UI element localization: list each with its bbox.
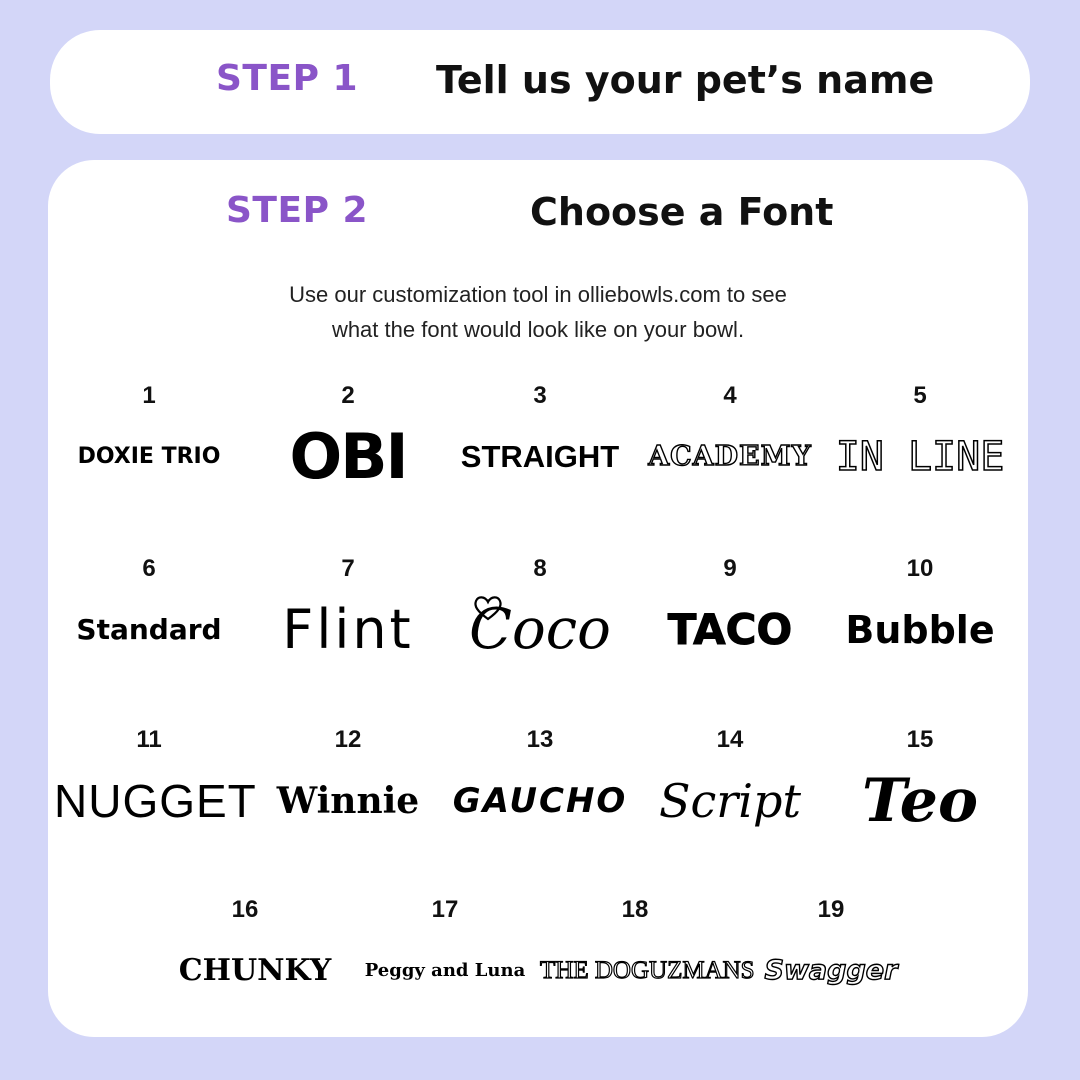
font-number: 15 [906,726,934,753]
intro-text-line1: Use our customization tool in olliebowls.com to see [289,282,787,307]
font-number: 10 [906,555,934,582]
font-sample-gaucho: GAUCHO [452,781,628,821]
step1-label: STEP 1 [216,58,359,99]
font-sample-coco: Coco [469,597,611,662]
font-option-2 [253,382,443,502]
font-number: 1 [142,382,156,409]
font-number: 11 [136,726,162,753]
font-option-19 [736,896,926,1016]
font-number: 13 [526,726,554,753]
font-number: 7 [341,555,355,582]
intro-text-line2: what the font would look like on your bowl. [331,317,745,342]
font-sample-doxie-trio: DOXIE TRIO [77,444,221,469]
font-sample-bubble: Bubble [845,608,995,652]
font-number: 8 [533,555,547,582]
font-option-7 [253,555,443,675]
font-option-18 [540,896,755,1016]
font-sample-obi: OBI [289,420,407,493]
font-option-10 [825,555,1015,675]
font-number: 4 [723,382,737,409]
step2-title: Choose a Font [530,190,834,234]
font-option-17 [350,896,540,1016]
font-sample-the-doguzmans: THE DOGUZMANS [540,957,755,984]
font-number: 12 [334,726,362,753]
font-option-9 [635,555,825,675]
font-number: 14 [716,726,744,753]
font-sample-swagger: Swagger [764,955,898,986]
font-option-3 [445,382,635,502]
font-number: 3 [533,382,547,409]
font-option-12 [253,726,443,846]
font-number: 16 [231,896,259,923]
font-number: 19 [817,896,845,923]
step1-title: Tell us your pet’s name [436,58,935,102]
font-sample-script: Script [659,774,801,828]
font-number: 2 [341,382,355,409]
font-number: 18 [621,896,649,923]
font-sample-peggy-and-luna: Peggy and Luna [364,960,526,981]
font-sample-academy: ACADEMY [648,441,812,472]
font-option-16 [160,896,350,1016]
font-sample-in-line: IN LINE [835,434,1005,480]
font-number: 6 [142,555,156,582]
font-option-8 [445,555,635,675]
font-sample-flint: Flint [282,598,414,661]
font-option-5 [825,382,1015,502]
font-option-15 [825,726,1015,846]
font-sample-taco: TACO [667,605,793,654]
font-sample-straight: STRAIGHT [460,439,620,474]
step1-card [50,30,1030,134]
font-sample-chunky: CHUNKY [178,953,332,988]
step2-card [48,160,1028,1037]
font-option-11 [54,726,257,846]
font-sample-nugget: NUGGET [54,775,257,827]
font-number: 5 [913,382,927,409]
font-sample-winnie: Winnie [276,780,420,822]
font-option-4 [635,382,825,502]
step2-label: STEP 2 [226,190,369,231]
font-sample-standard: Standard [76,613,222,646]
font-sample-teo: Teo [862,766,978,836]
font-option-14 [635,726,825,846]
font-option-6 [54,555,244,675]
font-number: 17 [431,896,459,923]
font-option-1 [54,382,244,502]
font-option-13 [445,726,635,846]
font-number: 9 [723,555,737,582]
